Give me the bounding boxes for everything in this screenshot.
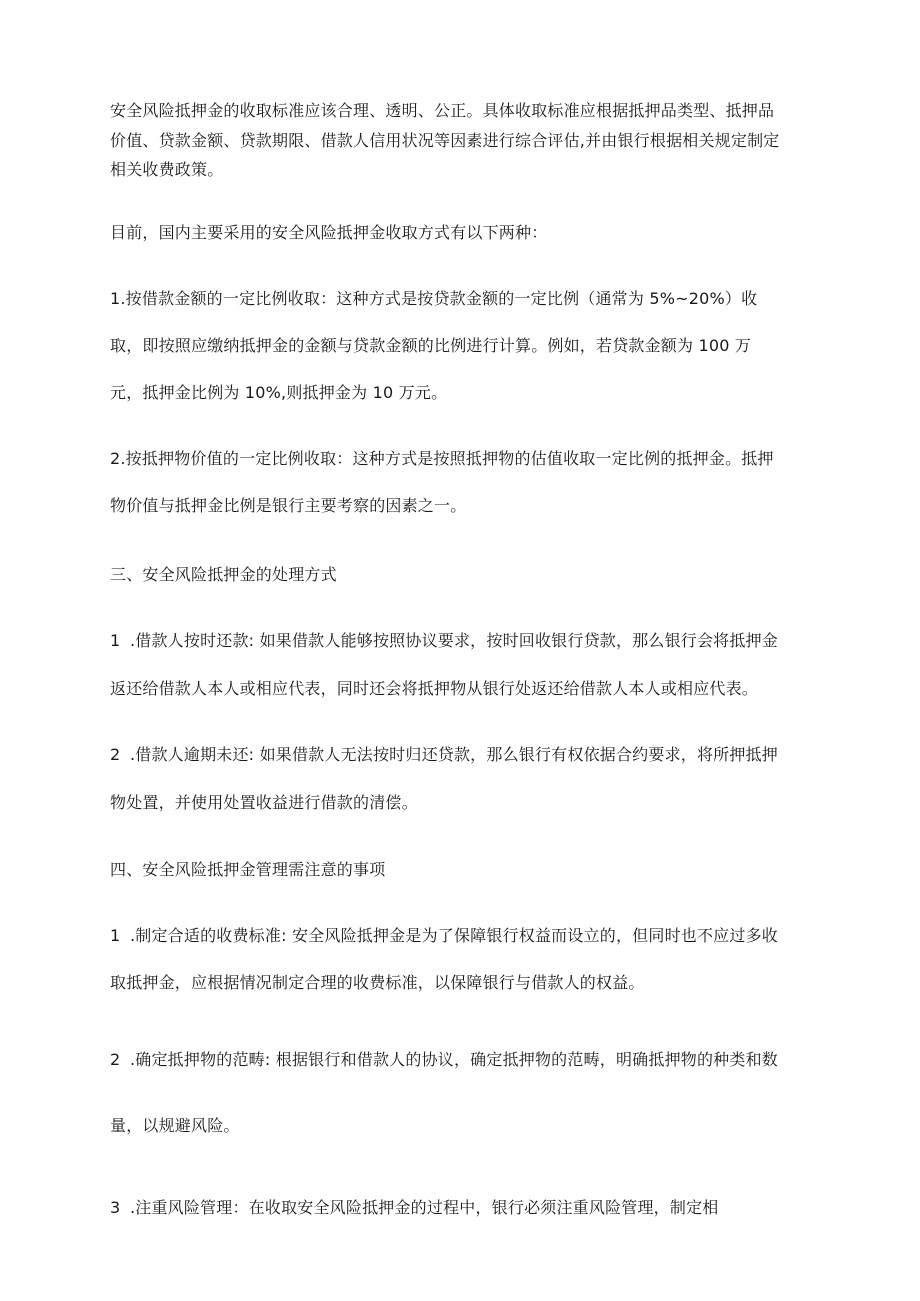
section4-item3-text-1: .注重风险管理：在收取安全风险抵押金的过程中，银行必须注重风险管理，制定相 xyxy=(130,1198,719,1217)
method2-line-1: 2.按抵押物价值的一定比例收取：这种方式是按照抵押物的估值收取一定比例的抵押金。抵押 xyxy=(110,449,774,468)
method1-line-2: 取，即按照应缴纳抵押金的金额与贷款金额的比例进行计算。例如，若贷款金额为 100 万 xyxy=(110,336,752,355)
section4-item2-number: 2 xyxy=(110,1050,121,1069)
section4-item2-line-2: 量，以规避风险。 xyxy=(110,1116,240,1135)
section4-heading: 四、安全风险抵押金管理需注意的事项 xyxy=(110,860,386,879)
section4-item2-line-1 xyxy=(110,1049,820,1071)
methods-intro: 目前，国内主要采用的安全风险抵押金收取方式有以下两种： xyxy=(110,223,548,242)
section3-item2-text-1: .借款人逾期未还: 如果借款人无法按时归还贷款，那么银行有权依据合约要求，将所押抵押 xyxy=(130,745,778,764)
intro-line-1: 安全风险抵押金的收取标准应该合理、透明、公正。具体收取标准应根据抵押品类型、抵押品 xyxy=(110,101,775,120)
section3-item2-number: 2 xyxy=(110,745,121,764)
section4-item1-text-1: .制定合适的收费标准: 安全风险抵押金是为了保障银行权益而设立的，但同时也不应过多收 xyxy=(130,926,778,945)
section3-item1-number: 1 xyxy=(110,631,121,650)
intro-line-2: 价值、贷款金额、贷款期限、借款人信用状况等因素进行综合评估,并由银行根据相关规定制定 xyxy=(110,131,780,150)
section4-item3-line-1 xyxy=(110,1197,820,1219)
section4-item1-line-1 xyxy=(110,925,820,947)
section3-heading: 三、安全风险抵押金的处理方式 xyxy=(110,565,337,584)
section3-item1-text-1: .借款人按时还款: 如果借款人能够按照协议要求，按时回收银行贷款，那么银行会将抵押金 xyxy=(130,631,778,650)
method2-line-2: 物价值与抵押金比例是银行主要考察的因素之一。 xyxy=(110,496,467,515)
section4-item1-line-2: 取抵押金，应根据情况制定合理的收费标准，以保障银行与借款人的权益。 xyxy=(110,973,645,992)
section3-item2-line-1 xyxy=(110,744,820,766)
intro-line-3: 相关收费政策。 xyxy=(110,160,224,179)
section3-item2-line-2: 物处置，并使用处置收益进行借款的清偿。 xyxy=(110,793,418,812)
method1-line-3: 元，抵押金比例为 10%,则抵押金为 10 万元。 xyxy=(110,383,448,402)
section4-item2-text-1: .确定抵押物的范畴: 根据银行和借款人的协议，确定抵押物的范畴，明确抵押物的种类和数 xyxy=(130,1050,778,1069)
section4-item1-number: 1 xyxy=(110,926,121,945)
method1-line-1: 1.按借款金额的一定比例收取：这种方式是按贷款金额的一定比例（通常为 5%~20%）收 xyxy=(110,289,758,308)
section3-item1-line-1 xyxy=(110,630,820,652)
section4-item3-number: 3 xyxy=(110,1198,121,1217)
section3-item1-line-2: 返还给借款人本人或相应代表，同时还会将抵押物从银行处返还给借款人本人或相应代表。 xyxy=(110,679,759,698)
